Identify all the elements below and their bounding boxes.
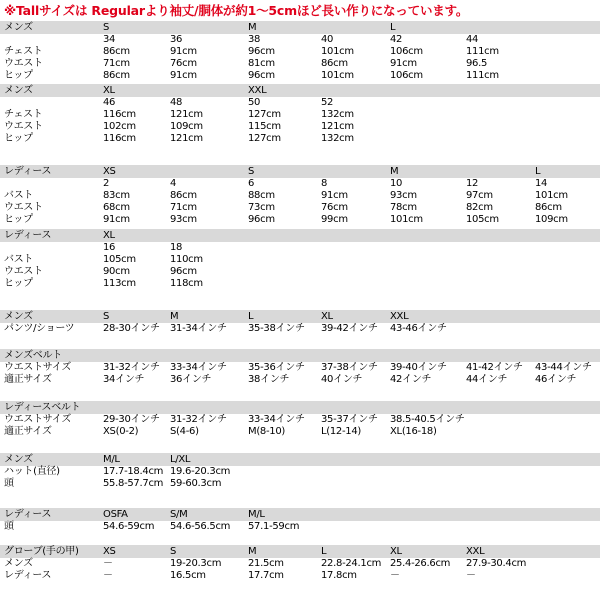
size-label: S xyxy=(248,166,255,177)
table-cell: 43-44インチ xyxy=(535,362,592,373)
table-cell: 76cm xyxy=(170,58,197,69)
table-cell: 16.5cm xyxy=(170,570,206,581)
table-cell: 101cm xyxy=(535,190,568,201)
row-label: ウエスト xyxy=(4,202,43,213)
table-cell: 116cm xyxy=(103,133,136,144)
table-row xyxy=(0,34,600,46)
row-label: ヒップ xyxy=(4,278,33,289)
row-label: ウエスト xyxy=(4,121,43,132)
table-cell: 86cm xyxy=(103,70,130,81)
table-cell: 91cm xyxy=(170,46,197,57)
table-cell: － xyxy=(103,558,113,569)
size-label: M xyxy=(390,166,399,177)
row-label: バスト xyxy=(4,190,34,201)
table-cell: 31-32インチ xyxy=(103,362,160,373)
table-cell: 110cm xyxy=(170,254,203,265)
table-cell: 101cm xyxy=(321,70,354,81)
table-cell: 91cm xyxy=(170,70,197,81)
table-cell: 105cm xyxy=(466,214,499,225)
table-cell: 102cm xyxy=(103,121,136,132)
table-cell: 21.5cm xyxy=(248,558,284,569)
table-cell: 111cm xyxy=(466,70,499,81)
table-cell: 34 xyxy=(103,34,116,45)
table-cell: 116cm xyxy=(103,109,136,120)
table-cell: 19-20.3cm xyxy=(170,558,222,569)
row-label: パンツ/ショーツ xyxy=(4,323,75,334)
table-cell: 96cm xyxy=(248,214,275,225)
size-label: XXL xyxy=(248,85,267,96)
table-cell: 50 xyxy=(248,97,261,108)
table-cell: 39-42インチ xyxy=(321,323,378,334)
table-cell: 96cm xyxy=(170,266,197,277)
table-cell: 44インチ xyxy=(466,374,508,385)
table-cell: 54.6-56.5cm xyxy=(170,521,231,532)
table-row xyxy=(0,133,600,145)
section-label: メンズ xyxy=(4,311,33,322)
table-cell: 86cm xyxy=(103,46,130,57)
table-row xyxy=(0,242,600,254)
table-cell: 33-34インチ xyxy=(248,414,305,425)
size-label: L xyxy=(321,546,327,557)
section-label: メンズ xyxy=(4,85,33,96)
table-cell: 52 xyxy=(321,97,334,108)
table-cell: 19.6-20.3cm xyxy=(170,466,231,477)
row-label: 適正サイズ xyxy=(4,374,52,385)
table-cell: 93cm xyxy=(390,190,417,201)
table-cell: 25.4-26.6cm xyxy=(390,558,451,569)
table-cell: 105cm xyxy=(103,254,136,265)
table-row xyxy=(0,178,600,190)
table-cell: 132cm xyxy=(321,109,354,120)
table-row xyxy=(0,278,600,290)
table-cell: 31-32インチ xyxy=(170,414,227,425)
table-cell: 68cm xyxy=(103,202,130,213)
size-label: S xyxy=(170,546,177,557)
table-row xyxy=(0,109,600,121)
table-cell: 73cm xyxy=(248,202,275,213)
size-label: XS xyxy=(103,546,116,557)
size-label: M xyxy=(248,546,257,557)
size-label: L xyxy=(390,22,396,33)
size-label: M xyxy=(248,22,257,33)
table-cell: 99cm xyxy=(321,214,348,225)
table-cell: 39-40インチ xyxy=(390,362,447,373)
table-cell: 12 xyxy=(466,178,479,189)
table-cell: XS(0-2) xyxy=(103,426,139,437)
size-label: M/L xyxy=(248,509,265,520)
table-cell: L(12-14) xyxy=(321,426,362,437)
table-cell: 33-34インチ xyxy=(170,362,227,373)
table-cell: 44 xyxy=(466,34,479,45)
row-label: ウエストサイズ xyxy=(4,414,72,425)
table-cell: 17.7cm xyxy=(248,570,284,581)
row-label: ヒップ xyxy=(4,214,33,225)
row-label: ヒップ xyxy=(4,133,33,144)
table-cell: 121cm xyxy=(321,121,354,132)
table-cell: 109cm xyxy=(535,214,568,225)
table-cell: 86cm xyxy=(170,190,197,201)
table-cell: 71cm xyxy=(103,58,130,69)
section-label: レディース xyxy=(4,509,52,520)
table-cell: 121cm xyxy=(170,133,203,144)
size-label: XL xyxy=(321,311,333,322)
table-row xyxy=(0,190,600,202)
size-label: XL xyxy=(390,546,402,557)
table-row xyxy=(0,97,600,109)
row-label: ウエスト xyxy=(4,58,43,69)
row-label: ウエスト xyxy=(4,266,43,277)
table-cell: 43-46インチ xyxy=(390,323,447,334)
table-row xyxy=(0,466,600,478)
table-row xyxy=(0,121,600,133)
table-cell: 82cm xyxy=(466,202,493,213)
table-cell: 118cm xyxy=(170,278,203,289)
table-row xyxy=(0,558,600,570)
table-cell: 91cm xyxy=(390,58,417,69)
size-label: XL xyxy=(103,85,115,96)
row-label: ヒップ xyxy=(4,70,33,81)
section-label: メンズ xyxy=(4,22,33,33)
table-cell: 86cm xyxy=(321,58,348,69)
table-cell: 127cm xyxy=(248,109,281,120)
table-cell: 115cm xyxy=(248,121,281,132)
table-cell: 28-30インチ xyxy=(103,323,160,334)
table-row xyxy=(0,323,600,335)
table-cell: 111cm xyxy=(466,46,499,57)
table-row xyxy=(0,478,600,490)
table-cell: 8 xyxy=(321,178,328,189)
size-label: L xyxy=(248,311,254,322)
table-cell: 127cm xyxy=(248,133,281,144)
table-header-row xyxy=(0,545,600,558)
tall-size-notice: ※Tallサイズは Regularより袖丈/胴体が約1～5cmほど長い作りになっています。 xyxy=(4,3,469,18)
row-label: 頭 xyxy=(4,478,14,489)
table-cell: 48 xyxy=(170,97,183,108)
row-label: レディース xyxy=(4,570,52,581)
table-cell: 109cm xyxy=(170,121,203,132)
table-cell: 37-38インチ xyxy=(321,362,378,373)
table-cell: 121cm xyxy=(170,109,203,120)
table-cell: 54.6-59cm xyxy=(103,521,155,532)
table-cell: 101cm xyxy=(321,46,354,57)
table-cell: 96cm xyxy=(248,70,275,81)
table-cell: － xyxy=(103,570,113,581)
size-label: M/L xyxy=(103,454,120,465)
table-cell: 97cm xyxy=(466,190,493,201)
table-cell: 90cm xyxy=(103,266,130,277)
row-label: 適正サイズ xyxy=(4,426,52,437)
size-label: S xyxy=(103,22,110,33)
section-label: レディースベルト xyxy=(4,402,81,413)
table-row xyxy=(0,570,600,582)
size-label: XXL xyxy=(466,546,485,557)
table-cell: 2 xyxy=(103,178,110,189)
size-label: S xyxy=(103,311,110,322)
table-cell: 93cm xyxy=(170,214,197,225)
size-label: S/M xyxy=(170,509,188,520)
table-cell: 36 xyxy=(170,34,183,45)
row-label: チェスト xyxy=(4,109,43,120)
table-row xyxy=(0,266,600,278)
table-cell: 81cm xyxy=(248,58,275,69)
table-cell: 34インチ xyxy=(103,374,145,385)
table-cell: 57.1-59cm xyxy=(248,521,300,532)
table-cell: 106cm xyxy=(390,46,423,57)
table-cell: 46インチ xyxy=(535,374,577,385)
table-cell: 76cm xyxy=(321,202,348,213)
table-row xyxy=(0,202,600,214)
table-cell: 31-34インチ xyxy=(170,323,227,334)
size-label: L/XL xyxy=(170,454,191,465)
table-cell: 86cm xyxy=(535,202,562,213)
table-cell: S(4-6) xyxy=(170,426,199,437)
size-label: L xyxy=(535,166,541,177)
size-label: OSFA xyxy=(103,509,128,520)
table-row xyxy=(0,414,600,426)
table-cell: 36インチ xyxy=(170,374,212,385)
table-cell: M(8-10) xyxy=(248,426,286,437)
table-cell: 71cm xyxy=(170,202,197,213)
section-label: グローブ(手の甲) xyxy=(4,546,79,557)
table-cell: 17.8cm xyxy=(321,570,357,581)
size-label: XS xyxy=(103,166,116,177)
table-cell: 38 xyxy=(248,34,261,45)
table-row xyxy=(0,58,600,70)
section-label: レディース xyxy=(4,230,52,241)
table-cell: 14 xyxy=(535,178,548,189)
table-cell: － xyxy=(390,570,400,581)
table-cell: 40インチ xyxy=(321,374,363,385)
table-cell: 106cm xyxy=(390,70,423,81)
table-header-row xyxy=(0,453,600,466)
section-label: レディース xyxy=(4,166,52,177)
table-cell: 4 xyxy=(170,178,177,189)
table-cell: 91cm xyxy=(321,190,348,201)
table-cell: 83cm xyxy=(103,190,130,201)
size-label: XXL xyxy=(390,311,409,322)
table-cell: 22.8-24.1cm xyxy=(321,558,382,569)
table-cell: 27.9-30.4cm xyxy=(466,558,527,569)
table-row xyxy=(0,254,600,266)
table-cell: 42インチ xyxy=(390,374,432,385)
table-cell: 59-60.3cm xyxy=(170,478,222,489)
table-cell: XL(16-18) xyxy=(390,426,437,437)
row-label: メンズ xyxy=(4,558,33,569)
table-cell: 88cm xyxy=(248,190,275,201)
section-label: メンズベルト xyxy=(4,350,62,361)
table-row xyxy=(0,46,600,58)
table-cell: 132cm xyxy=(321,133,354,144)
table-row xyxy=(0,214,600,226)
table-header-row xyxy=(0,508,600,521)
table-row xyxy=(0,374,600,386)
table-cell: 35-37インチ xyxy=(321,414,378,425)
table-cell: 10 xyxy=(390,178,403,189)
size-label: XL xyxy=(103,230,115,241)
row-label: ウエストサイズ xyxy=(4,362,72,373)
row-label: 頭 xyxy=(4,521,14,532)
table-cell: 46 xyxy=(103,97,116,108)
table-cell: 38インチ xyxy=(248,374,290,385)
row-label: チェスト xyxy=(4,46,43,57)
table-header-row xyxy=(0,165,600,178)
table-header-row xyxy=(0,84,600,97)
table-cell: 96.5 xyxy=(466,58,488,69)
table-cell: 35-38インチ xyxy=(248,323,305,334)
table-row xyxy=(0,362,600,374)
table-row xyxy=(0,70,600,82)
table-cell: 96cm xyxy=(248,46,275,57)
table-cell: 78cm xyxy=(390,202,417,213)
table-cell: 101cm xyxy=(390,214,423,225)
table-cell: 16 xyxy=(103,242,116,253)
row-label: バスト xyxy=(4,254,34,265)
row-label: ハット(直径) xyxy=(4,466,60,477)
table-header-row xyxy=(0,229,600,242)
table-cell: 113cm xyxy=(103,278,136,289)
table-cell: 6 xyxy=(248,178,255,189)
table-cell: 35-36インチ xyxy=(248,362,305,373)
table-row xyxy=(0,521,600,533)
table-header-row xyxy=(0,21,600,34)
table-header-row xyxy=(0,310,600,323)
table-row xyxy=(0,426,600,438)
size-label: M xyxy=(170,311,179,322)
table-cell: 29-30インチ xyxy=(103,414,160,425)
section-label: メンズ xyxy=(4,454,33,465)
table-cell: 18 xyxy=(170,242,183,253)
table-cell: 41-42インチ xyxy=(466,362,523,373)
table-cell: 17.7-18.4cm xyxy=(103,466,164,477)
table-cell: 42 xyxy=(390,34,403,45)
table-header-row xyxy=(0,401,600,414)
table-cell: 91cm xyxy=(103,214,130,225)
table-header-row xyxy=(0,349,600,362)
table-cell: 40 xyxy=(321,34,334,45)
table-cell: 55.8-57.7cm xyxy=(103,478,164,489)
table-cell: － xyxy=(466,570,476,581)
table-cell: 38.5-40.5インチ xyxy=(390,414,465,425)
